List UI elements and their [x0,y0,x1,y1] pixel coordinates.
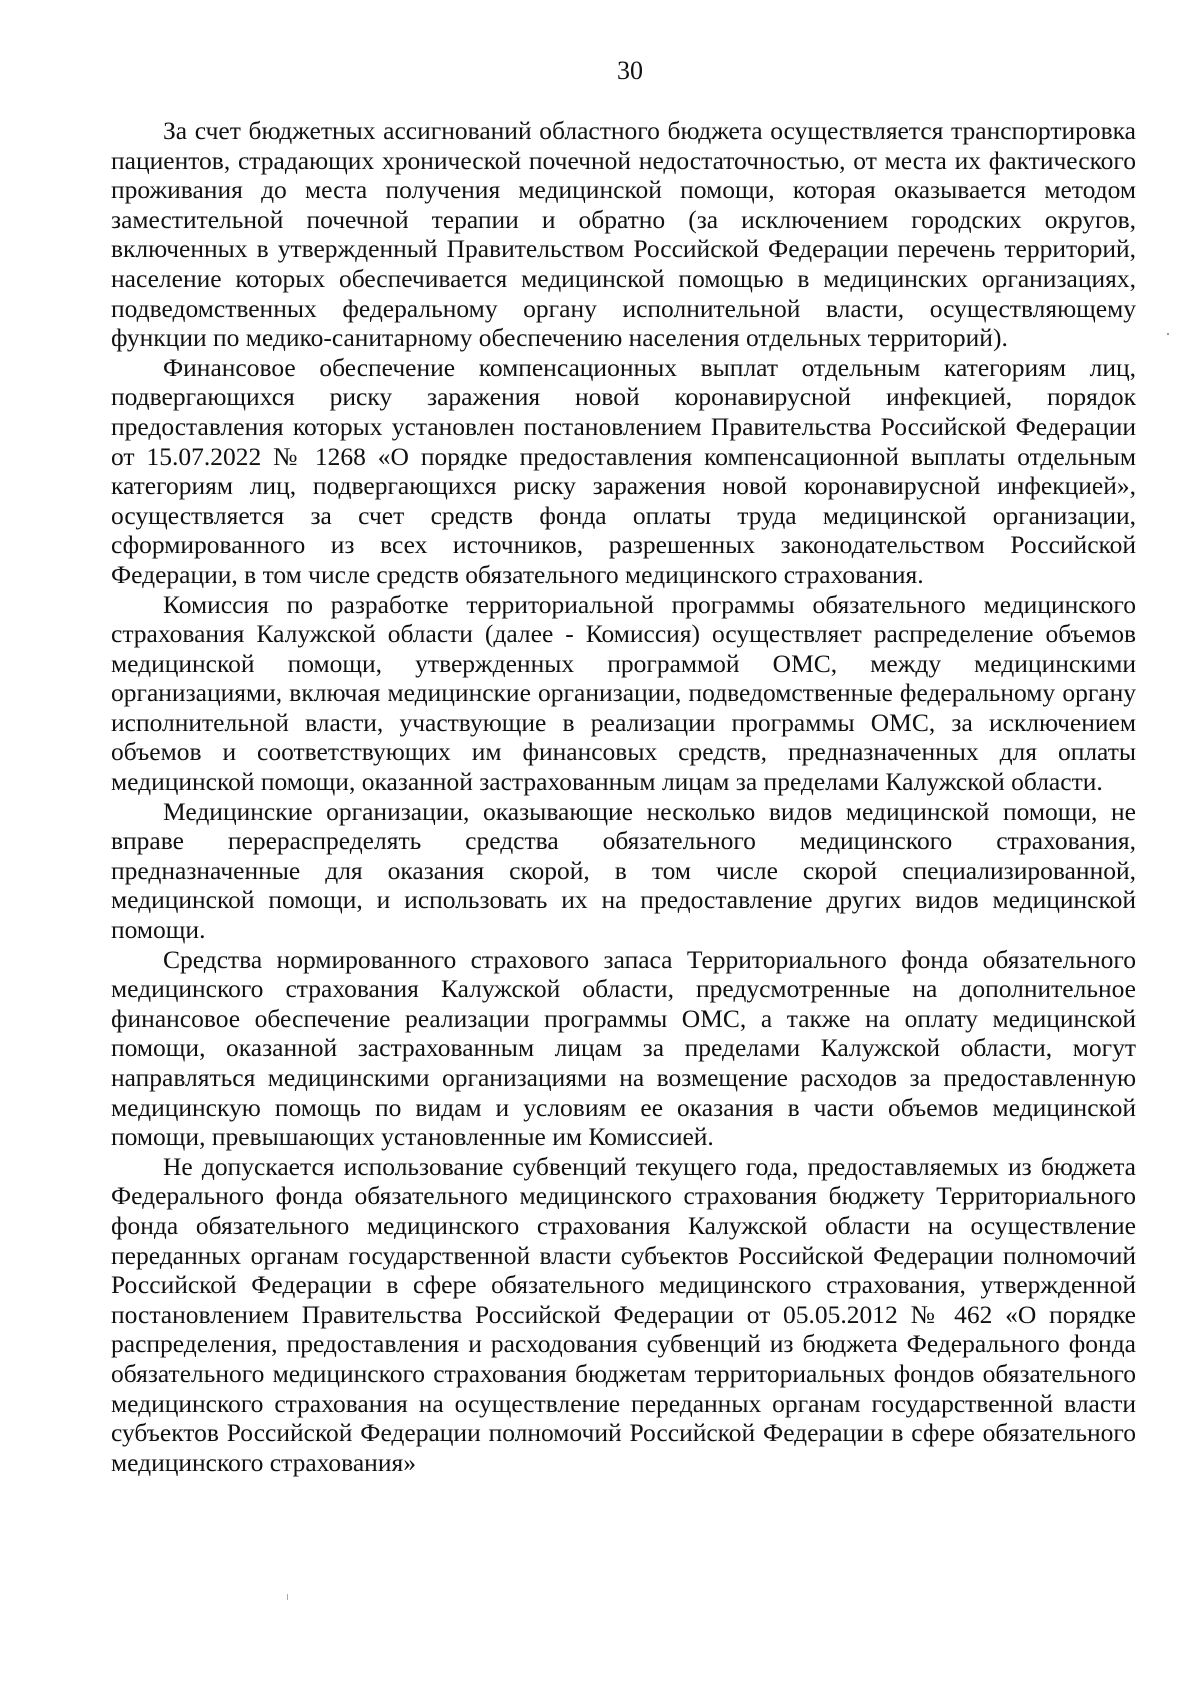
paragraph-patient-transport: За счет бюджетных ассигнований областного бюджета осуществляется транспортировка пациентов, страдающих хронической почечной недостаточностью, от места их фактического проживания до места получения медицинской помощи, которая оказывается методом заместительной почечной терапии и обратно (за исключением городских округов, включенных в утвержденный Правительством Российской Федерации перечень территорий, население которых обеспечивается медицинской помощью в медицинских организациях, подведомственных федеральному органу исполнительной власти, осуществляющему функции по медико-санитарному обеспечению населения отдельных территорий). [111,116,1136,353]
document-body [111,116,1136,1477]
paragraph-reserve-funds: Средства нормированного страхового запаса Территориального фонда обязательного медицинского страхования Калужской области, предусмотренные на дополнительное финансовое обеспечение реализации программы ОМС, а также на оплату медицинской помощи, оказанной застрахованным лицам за пределами Калужской области, могут направляться медицинскими организациями на возмещение расходов за предоставленную медицинскую помощь по видам и условиям ее оказания в части объемов медицинской помощи, превышающих установленные им Комиссией. [111,944,1136,1152]
scan-speck [1167,333,1169,335]
paragraph-compensation-payments: Финансовое обеспечение компенсационных выплат отдельным категориям лиц, подвергающихся риску заражения новой коронавирусной инфекцией, порядок предоставления которых установлен постановлением Правительства Российской Федерации от 15.07.2022 № 1268 «О порядке предоставления компенсационной выплаты отдельным категориям лиц, подвергающихся риску заражения новой коронавирусной инфекцией», осуществляется за счет средств фонда оплаты труда медицинской организации, сформированного из всех источников, разрешенных законодательством Российской Федерации, в том числе средств обязательного медицинского страхования. [111,352,1136,589]
page-number: 30 [617,56,643,85]
paragraph-subventions: Не допускается использование субвенций текущего года, предоставляемых из бюджета Федерального фонда обязательного медицинского страхования бюджету Территориального фонда обязательного медицинского страхования Калужской области на осуществление переданных органам государственной власти субъектов Российской Федерации полномочий Российской Федерации в сфере обязательного медицинского страхования, утвержденной постановлением Правительства Российской Федерации от 05.05.2012 № 462 «О порядке распределения, предоставления и расходования субвенций из бюджета Федерального фонда обязательного медицинского страхования бюджетам территориальных фондов обязательного медицинского страхования на осуществление переданных органам государственной власти субъектов Российской Федерации полномочий Российской Федерации в сфере обязательного медицинского страхования» [111,1151,1136,1477]
paragraph-commission-distribution: Комиссия по разработке территориальной программы обязательного медицинского страхования Калужской области (далее - Комиссия) осуществляет распределение объемов медицинской помощи, утвержденных программой ОМС, между медицинскими организациями, включая медицинские организации, подведомственные федеральному органу исполнительной власти, участвующие в реализации программы ОМС, за исключением объемов и соответствующих им финансовых средств, предназначенных для оплаты медицинской помощи, оказанной застрахованным лицам за пределами Калужской области. [111,589,1136,797]
paragraph-emergency-care-funds: Медицинские организации, оказывающие несколько видов медицинской помощи, не вправе перераспределять средства обязательного медицинского страхования, предназначенные для оказания скорой, в том числе скорой специализированной, медицинской помощи, и использовать их на предоставление других видов медицинской помощи. [111,796,1136,945]
scan-speck [287,1594,288,1600]
